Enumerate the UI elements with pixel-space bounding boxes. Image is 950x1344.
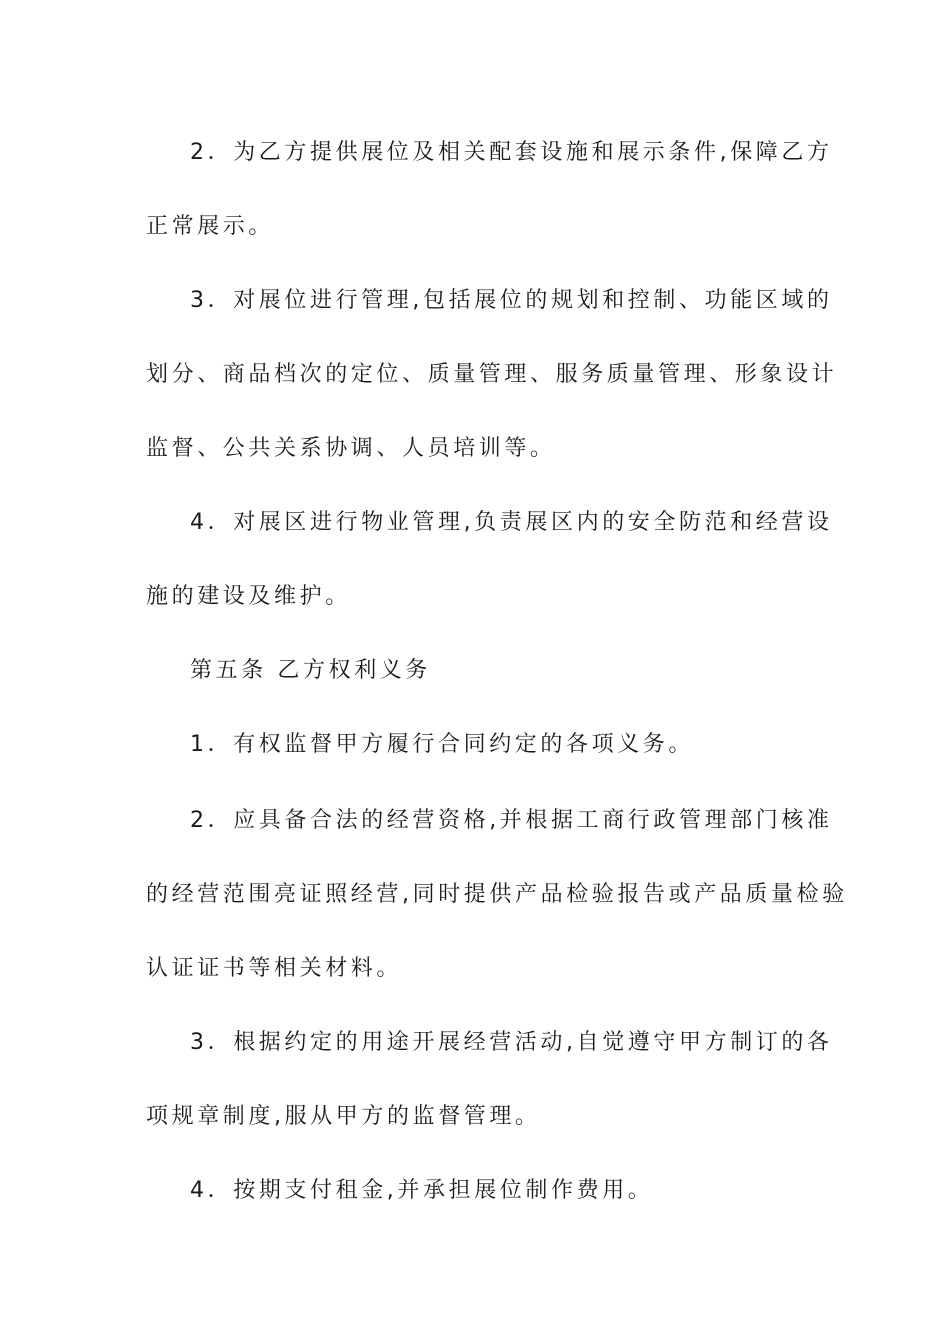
- rights-item-2-line-1: 2．应具备合法的经营资格,并根据工商行政管理部门核准: [190, 808, 833, 833]
- paragraph-3-line-1: 3．对展位进行管理,包括展位的规划和控制、功能区域的: [190, 288, 833, 313]
- rights-item-4: 4．按期支付租金,并承担展位制作费用。: [190, 1178, 654, 1203]
- paragraph-2-line-1: 2．为乙方提供展位及相关配套设施和展示条件,保障乙方: [190, 140, 833, 165]
- article-heading: 第五条 乙方权利义务: [190, 658, 431, 683]
- paragraph-2-line-2: 正常展示。: [146, 214, 275, 239]
- rights-item-3-line-2: 项规章制度,服从甲方的监督管理。: [146, 1104, 541, 1129]
- rights-item-1: 1．有权监督甲方履行合同约定的各项义务。: [190, 732, 694, 757]
- paragraph-4-line-2: 施的建设及维护。: [146, 584, 351, 609]
- paragraph-3-line-2: 划分、商品档次的定位、质量管理、服务质量管理、形象设计: [146, 362, 838, 387]
- rights-item-3-line-1: 3．根据约定的用途开展经营活动,自觉遵守甲方制订的各: [190, 1030, 833, 1055]
- rights-item-2-line-3: 认证证书等相关材料。: [146, 956, 403, 981]
- rights-item-2-line-2: 的经营范围亮证照经营,同时提供产品检验报告或产品质量检验: [146, 882, 848, 907]
- paragraph-3-line-3: 监督、公共关系协调、人员培训等。: [146, 436, 556, 461]
- paragraph-4-line-1: 4．对展区进行物业管理,负责展区内的安全防范和经营设: [190, 510, 833, 535]
